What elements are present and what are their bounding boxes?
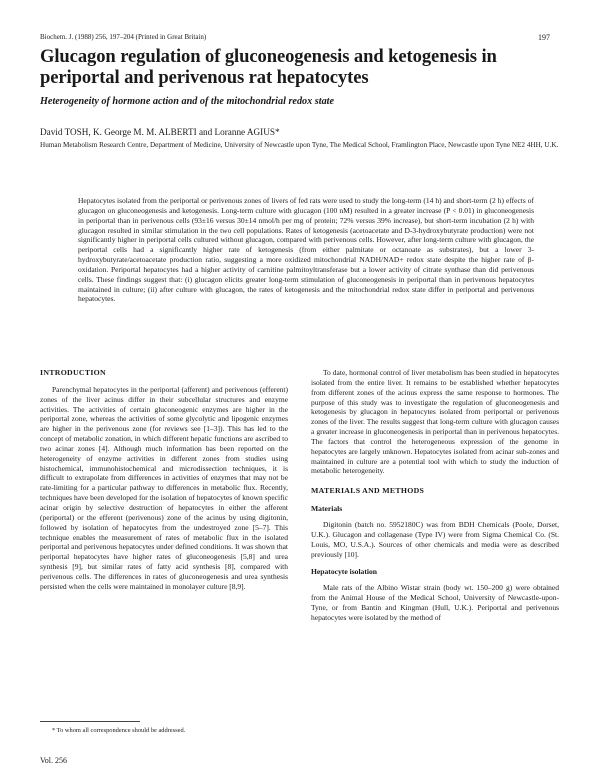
- hepatocyte-isolation-subheading: Hepatocyte isolation: [311, 567, 378, 577]
- running-header-citation: Biochem. J. (1988) 256, 197–204 (Printed in Great Britain): [40, 33, 207, 41]
- article-subtitle: Heterogeneity of hormone action and of the mitochondrial redox state: [40, 96, 335, 107]
- page-number: 197: [538, 33, 550, 42]
- introduction-continued-paragraph: To date, hormonal control of liver metabolism has been studied in hepatocytes isolated from the entire liver. It remains to be established whether hepatocytes from different zones of the acinus express the same response to hormones. The purpose of this study was to investigate the regulation of gluconeogenesis and ketogenesis by glucagon in hepatocytes isolated from periportal or perivenous zones of the liver. The results suggest that long-term culture with glucagon causes a greater increase in gluconeogenesis in periportal than in perivenous hepatocytes. The factors that control the heterogeneous expression of the genome in hepatocytes are largely unknown. Hepatocytes isolated from acinar sub-zones and maintained in culture are a potential tool with which to study the induction of metabolic heterogeneity.: [311, 368, 559, 476]
- left-column: [40, 368, 288, 592]
- author-affiliation: Human Metabolism Research Centre, Department of Medicine, University of Newcastle upon Tyne, The Medical School, Framlington Place, Newcastle upon Tyne NE2 4HH, U.K.: [40, 141, 559, 149]
- introduction-paragraph: Parenchymal hepatocytes in the periportal (afferent) and perivenous (efferent) zones of the liver acinus differ in their subcellular structures and enzyme activities. The activities of certain gluconeogenic enzymes are higher in the periportal zone, whereas the activities of some glycolytic and lipogenic enzymes are higher in the perivenous zone (for reviews see [1–3]). This has led to the concept of metabolic zonation, in which different hepatic functions are ascribed to two acinar zones [4]. Although much information has been reported on the heterogeneity of enzyme activities in different zones from studies using histochemical, immunohistochemical and microdissection techniques, it is difficult to extrapolate from differences in activities of enzymes that may not be rate-limiting for a particular pathway to differences in metabolic flux. Recently, techniques have been developed for the isolation of hepatocytes of known specific acinar origin by selective destruction of hepatocytes in either the afferent (periportal) or the efferent (perivenous) zone of the acinus by using digitonin, followed by isolation of hepatocytes from the undestroyed zone [5–7]. This technique enables the measurement of rates of metabolic flux in the isolated periportal and perivenous hepatocytes under defined conditions. It was shown that periportal hepatocytes have higher rates of gluconeogenesis [5,8] and urea synthesis [9], but similar rates of fatty acid synthesis [8], compared with perivenous cells. The differences in rates of gluconeogenesis and urea synthesis persisted when the cells were maintained in monolayer culture [8,9].: [40, 384, 288, 591]
- volume-label: Vol. 256: [40, 756, 67, 765]
- introduction-heading: INTRODUCTION: [40, 368, 106, 377]
- right-column: [311, 368, 559, 623]
- materials-subheading: Materials: [311, 504, 343, 514]
- materials-paragraph: Digitonin (batch no. 5952180C) was from BDH Chemicals (Poole, Dorset, U.K.). Glucagon and collagenase (Type IV) were from Sigma Chemical Co. (St. Louis, MO, U.S.A.). Sources of other chemicals and media were as described previously [10].: [311, 519, 559, 559]
- correspondence-footnote: * To whom all correspondence should be addressed.: [52, 727, 186, 734]
- methods-heading: MATERIALS AND METHODS: [311, 486, 425, 496]
- article-title: Glucagon regulation of gluconeogenesis and ketogenesis in periportal and perivenous rat hepatocytes: [40, 46, 497, 88]
- footnote-rule: [40, 721, 140, 722]
- author-list: David TOSH, K. George M. M. ALBERTI and Loranne AGIUS*: [40, 127, 280, 137]
- abstract: Hepatocytes isolated from the periportal or perivenous zones of livers of fed rats were used to study the long-term (14 h) and short-term (2 h) effects of glucagon on gluconeogenesis and ketogenesis. Long-term culture with glucagon (100 nM) resulted in a greater increase (P < 0.01) in gluconeogenesis in periportal than in perivenous cells (93±16 versus 30±14 nmol/h per mg of protein; 72% versus 39% increase), but short-term incubation (2 h) with glucagon resulted in similar stimulation in the two cell populations. Rates of ketogenesis (acetoacetate and D-3-hydroxybutyrate production) were not significantly higher in periportal cells cultured without glucagon, compared with perivenous cells. However, after long-term culture with glucagon, the periportal cells had a significantly higher rate of ketogenesis (from either palmitate or octanoate as substrates), but a lower 3-hydroxybutyrate/acetoacetate production ratio, suggesting a more oxidized mitochondrial NADH/NAD+ redox state despite the higher rate of β-oxidation. Periportal hepatocytes had a higher activity of carnitine palmitoyltransferase but a lower activity of citrate synthase than did perivenous cells. These findings suggest that: (i) glucagon elicits greater long-term stimulation of gluconeogenesis in periportal than in perivenous hepatocytes maintained in culture; (ii) after culture with glucagon, the rates of ketogenesis and the mitochondrial redox state differ in periportal and perivenous hepatocytes.: [78, 196, 534, 304]
- hepatocyte-isolation-paragraph: Male rats of the Albino Wistar strain (body wt. 150–200 g) were obtained from the Animal House of the Medical School, University of Newcastle-upon-Tyne, or from Bantin and Kingman (Hull, U.K.). Periportal and perivenous hepatocytes were isolated by the method of: [311, 583, 559, 622]
